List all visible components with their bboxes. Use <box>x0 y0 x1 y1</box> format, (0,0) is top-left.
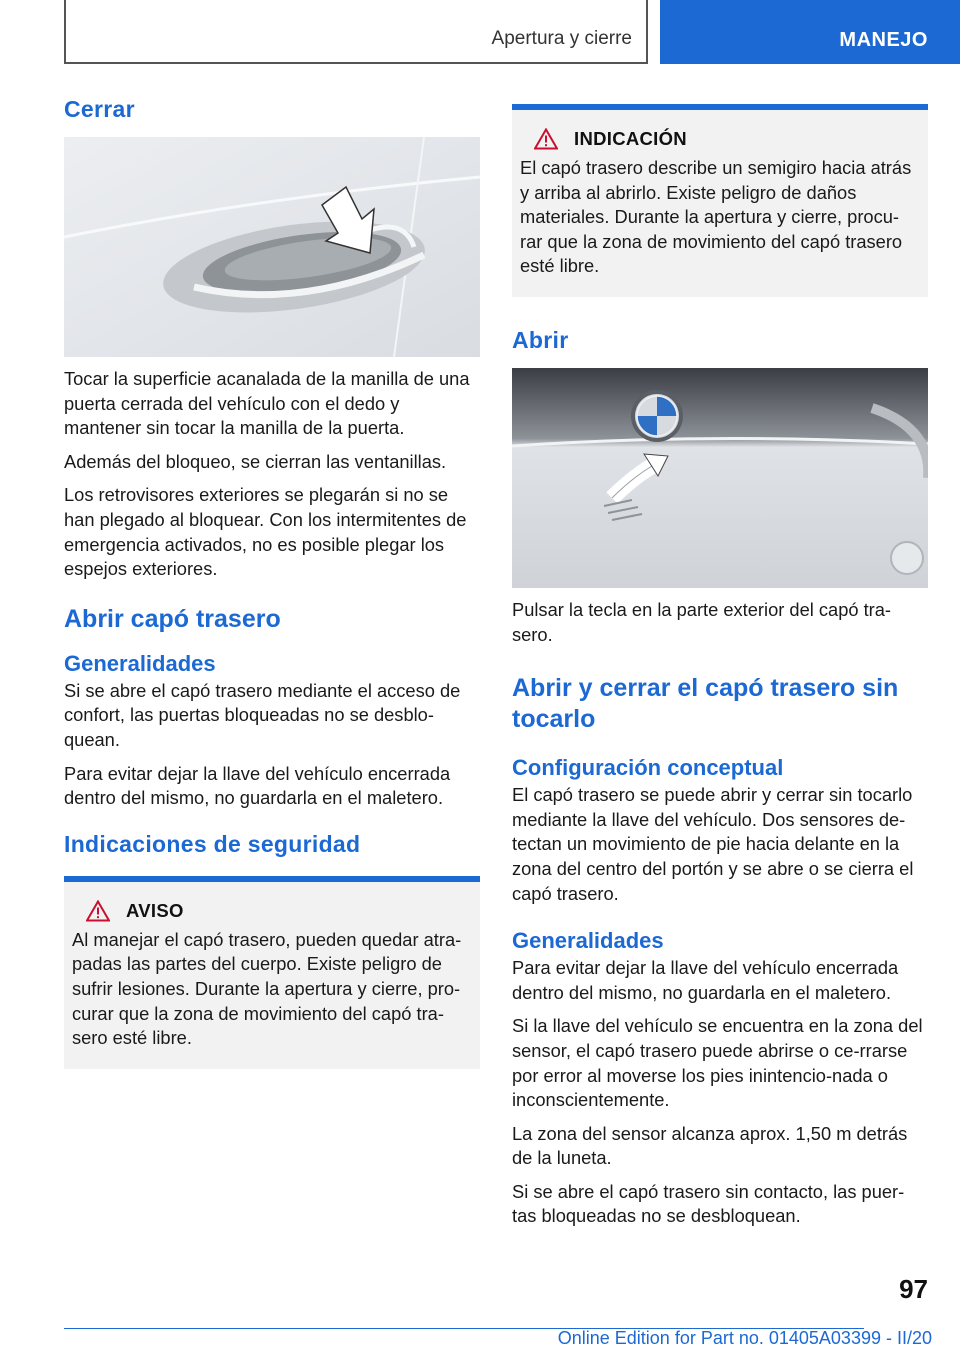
seguridad-heading: Indicaciones de seguridad <box>64 830 361 857</box>
warning-triangle-icon <box>86 900 110 922</box>
aviso-title: AVISO <box>126 899 184 921</box>
cerrar-paragraph-3: Los retrovisores exteriores se plegarán si no se han plegado al bloquear. Con los intermitentes de emergencia activados, no es posible plegar los espejos exteriores. <box>64 484 467 580</box>
right-column <box>512 104 928 1238</box>
page-number: 97 <box>899 1274 928 1304</box>
section-tab <box>64 0 648 64</box>
generalidades-2-paragraph-3: La zona del sensor alcanza aprox. 1,50 m detrás de la luneta. <box>512 1122 908 1169</box>
generalidades-paragraph-2: Para evitar dejar la llave del vehículo encerrada dentro del mismo, no guardarla en el maletero. <box>64 762 451 809</box>
generalidades-heading: Generalidades <box>64 650 216 676</box>
indicacion-box <box>512 104 928 297</box>
door-handle-illustration <box>64 137 480 357</box>
generalidades-paragraph-1: Si se abre el capó trasero mediante el acceso de confort, las puertas bloqueadas no se desblo-quean. <box>64 679 461 750</box>
generalidades-2-paragraph-2: Si la llave del vehículo se encuentra en la zona del sensor, el capó trasero puede abrirse o ce-rrarse por error al moverse los pies inintencio-nada o inconscientemente. <box>512 1015 923 1111</box>
chapter-title: MANEJO <box>839 28 928 51</box>
cerrar-paragraph-2: Además del bloqueo, se cierran las ventanillas. <box>64 450 447 472</box>
indicacion-title: INDICACIÓN <box>574 128 687 149</box>
abrir-heading: Abrir <box>512 326 569 353</box>
aviso-text: Al manejar el capó trasero, pueden quedar atra-padas las partes del cuerpo. Existe peligro de sufrir lesiones. Durante la apertura y cierre, pro-curar que la zona de movimiento del capó tra-sero esté libre. <box>72 928 462 1049</box>
trunk-button-illustration <box>512 368 928 588</box>
generalidades-2-paragraph-1: Para evitar dejar la llave del vehículo encerrada dentro del mismo, no guardarla en el maletero. <box>512 957 899 1003</box>
cerrar-heading: Cerrar <box>64 96 135 122</box>
page-footer <box>0 1270 960 1362</box>
aviso-box <box>64 876 480 1069</box>
section-title: Apertura y cierre <box>491 28 632 49</box>
left-column <box>64 96 480 1069</box>
abrir-capo-heading: Abrir capó trasero <box>64 604 281 633</box>
abrir-paragraph-1: Pulsar la tecla en la parte exterior del capó tra-sero. <box>512 598 892 645</box>
sin-tocar-heading: Abrir y cerrar el capó trasero sin tocarlo <box>512 674 899 734</box>
warning-triangle-icon <box>534 128 558 150</box>
generalidades-2-paragraph-4: Si se abre el capó trasero sin contacto, las puer-tas bloqueadas no se desbloquean. <box>512 1180 905 1227</box>
trunk-button-figure <box>512 368 928 588</box>
cerrar-paragraph-1: Tocar la superficie acanalada de la manilla de una puerta cerrada del vehículo con el dedo y mantener sin tocar la manilla de la puerta. <box>64 368 470 439</box>
indicacion-text: El capó trasero describe un semigiro hacia atrás y arriba al abrirlo. Existe peligro de daños materiales. Durante la apertura y cierre, procu-rar que la zona de movimiento del capó trasero esté libre. <box>520 157 912 277</box>
edition-text: Online Edition for Part no. 01405A03399 - II/20 <box>557 1328 932 1348</box>
generalidades-2-heading: Generalidades <box>512 928 664 954</box>
config-heading: Configuración conceptual <box>512 755 784 781</box>
config-paragraph-1: El capó trasero se puede abrir y cerrar sin tocarlo mediante la llave del vehículo. Dos sensores de-tectan un movimiento de pie hacia delante en la zona del centro del portón y se abre o se cierra el capó trasero. <box>512 784 914 904</box>
page-header <box>0 0 960 66</box>
chapter-tab <box>660 0 960 64</box>
door-handle-figure <box>64 137 480 357</box>
